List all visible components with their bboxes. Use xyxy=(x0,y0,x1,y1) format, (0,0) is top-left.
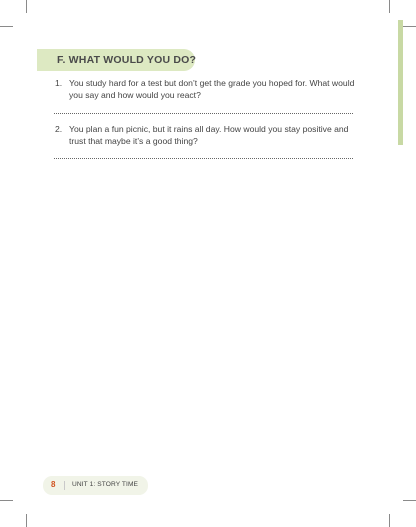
question-text: You plan a fun picnic, but it rains all day. How would you stay positive and trust that maybe it’s a good thing? xyxy=(69,124,349,146)
crop-mark xyxy=(389,514,390,527)
question-number: 1. xyxy=(55,78,63,88)
crop-mark xyxy=(403,26,416,27)
answer-line-1[interactable] xyxy=(54,113,353,114)
section-title: F. WHAT WOULD YOU DO? xyxy=(57,54,197,66)
footer-divider xyxy=(64,481,65,490)
crop-mark xyxy=(403,500,416,501)
question-1 xyxy=(55,77,355,101)
page-number: 8 xyxy=(51,480,56,489)
unit-label: UNIT 1: STORY TIME xyxy=(72,481,139,488)
question-number: 2. xyxy=(55,124,63,134)
answer-line-2[interactable] xyxy=(54,158,353,159)
side-accent-bar xyxy=(398,20,403,145)
question-2 xyxy=(55,123,355,147)
page-footer xyxy=(43,476,148,495)
crop-mark xyxy=(26,0,27,13)
crop-mark xyxy=(26,514,27,527)
crop-mark xyxy=(0,26,13,27)
section-header xyxy=(37,49,195,71)
crop-mark xyxy=(0,500,13,501)
crop-mark xyxy=(389,0,390,13)
question-text: You study hard for a test but don’t get the grade you hoped for. What would you say and how would you react? xyxy=(69,78,355,100)
